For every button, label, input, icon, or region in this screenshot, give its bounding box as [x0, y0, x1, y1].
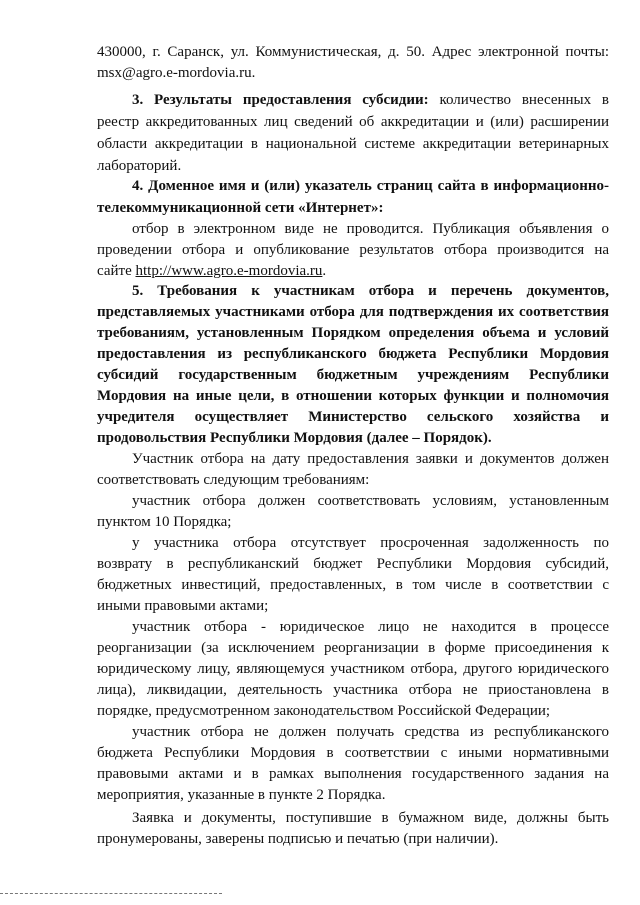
paragraph-line: возврату в республиканский бюджет Республики Мордовия субсидий,: [97, 556, 609, 572]
paragraph-line: бюджетных инвестиций, предоставленных, в том числе в соответствии с: [97, 577, 609, 593]
section-4-heading: телекоммуникационной сети «Интернет»:: [97, 200, 384, 216]
site-prefix: сайте: [97, 263, 132, 279]
paragraph-line: участник отбора не должен получать средства из республиканского: [132, 724, 609, 740]
paragraph-line: Заявка и документы, поступившие в бумажном виде, должны быть: [132, 810, 609, 826]
section-3-heading: 3. Результаты предоставления субсидии:: [132, 92, 429, 108]
section-5-heading-line: предоставления из республиканского бюджета Республики Мордовия: [97, 346, 609, 362]
paragraph-line: Участник отбора на дату предоставления заявки и документов должен: [132, 451, 609, 467]
paragraph-line: соответствовать следующим требованиям:: [97, 472, 370, 488]
section-4-line: отбор в электронном виде не проводится. Публикация объявления о: [132, 221, 609, 237]
section-5-heading-line: Мордовия на иные цели, в отношении которых функции и полномочия: [97, 388, 609, 404]
paragraph-line: реорганизации (за исключением реорганизации в форме присоединения к: [97, 640, 609, 656]
paragraph-line: иными правовыми актами;: [97, 598, 269, 614]
paragraph-line: юридическому лицу, являющемуся участником отбора, другого юридического: [97, 661, 609, 677]
footer-divider: [0, 893, 222, 894]
paragraph-line: участник отбора - юридическое лицо не находится в процессе: [132, 619, 609, 635]
section-3-line: лабораторий.: [97, 158, 182, 174]
paragraph-line: бюджета Республики Мордовия в соответствии с иными нормативными: [97, 745, 609, 761]
site-link[interactable]: http://www.agro.e-mordovia.ru: [135, 263, 323, 279]
paragraph-line: мероприятия, указанные в пункте 2 Порядка.: [97, 787, 386, 803]
section-3-line: реестр аккредитованных лиц сведений об аккредитации и (или) расширении: [97, 114, 609, 130]
paragraph-line: пронумерованы, заверены подписью и печатью (при наличии).: [97, 831, 499, 847]
section-4-line: [97, 261, 609, 281]
section-5-heading-line: субсидий государственным бюджетным учреждениям Республики: [97, 367, 609, 383]
paragraph-line: правовыми актами и в рамках выполнения государственного задания на: [97, 766, 609, 782]
contact-line: 430000, г. Саранск, ул. Коммунистическая, д. 50. Адрес электронной почты:: [97, 44, 609, 60]
section-3-line: области аккредитации в национальной системе аккредитации ветеринарных: [97, 136, 609, 152]
section-5-heading-line: представляемых участниками отбора для подтверждения их соответствия: [97, 304, 609, 320]
paragraph-line: у участника отбора отсутствует просроченная задолженность по: [132, 535, 609, 551]
paragraph-line: лица), ликвидации, деятельность участника отбора не приостановлена в: [97, 682, 609, 698]
section-3-text: количество внесенных в: [439, 92, 610, 108]
paragraph-line: участник отбора должен соответствовать условиям, установленным: [132, 493, 609, 509]
section-4-line: проведении отбора и опубликование результатов отбора производится на: [97, 242, 609, 258]
paragraph-line: пунктом 10 Порядка;: [97, 514, 232, 530]
section-5-heading-line: требованиям, установленным Порядком определения объема и условий: [97, 325, 609, 341]
section-3-first-line: [132, 90, 609, 110]
site-suffix: .: [322, 263, 327, 279]
section-5-heading-line: 5. Требования к участникам отбора и перечень документов,: [132, 283, 609, 299]
section-4-heading: 4. Доменное имя и (или) указатель страниц сайта в информационно-: [132, 178, 609, 194]
email-address: msx@agro.e-mordovia.ru.: [97, 65, 256, 81]
section-5-heading-line: продовольствия Республики Мордовия (далее – Порядок).: [97, 430, 492, 446]
section-5-heading-line: учредителя осуществляет Министерство сельского хозяйства и: [97, 409, 609, 425]
paragraph-line: порядке, предусмотренном законодательством Российской Федерации;: [97, 703, 551, 719]
